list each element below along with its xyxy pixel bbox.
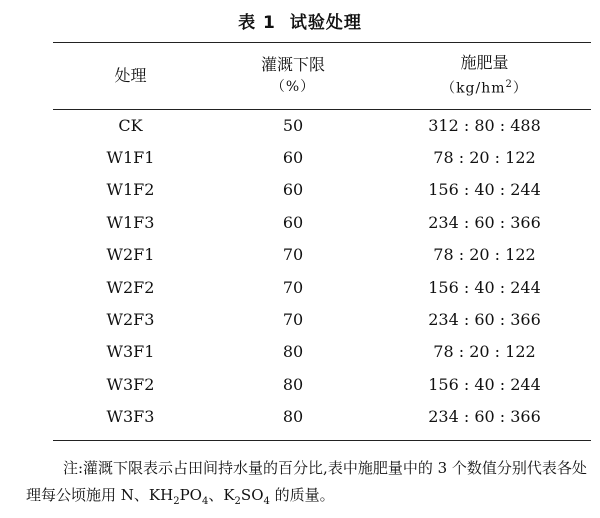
header-fertilizer-label: 施肥量 bbox=[460, 52, 509, 72]
table-row bbox=[53, 239, 591, 271]
cell-treatment: W1F1 bbox=[106, 148, 155, 168]
cell-irrigation: 60 bbox=[282, 148, 304, 168]
header-fertilizer-unit: $(kg/hm^2)$ bbox=[441, 78, 528, 97]
cell-treatment: CK bbox=[118, 115, 143, 135]
cell-irrigation: 60 bbox=[282, 180, 304, 200]
header-irrigation-unit: （%） bbox=[270, 78, 316, 95]
cell-fertilizer: 156 : 40 : 244 bbox=[428, 277, 541, 297]
cell-treatment: W2F1 bbox=[106, 245, 155, 265]
cell-irrigation: 70 bbox=[282, 245, 304, 265]
cell-fertilizer: 234 : 60 : 366 bbox=[428, 310, 541, 330]
cell-irrigation: 80 bbox=[282, 342, 304, 362]
cell-fertilizer: 234 : 60 : 366 bbox=[428, 407, 541, 427]
cell-treatment: W1F2 bbox=[106, 180, 155, 200]
table-row bbox=[53, 336, 591, 368]
cell-treatment: W3F2 bbox=[106, 374, 155, 394]
cell-fertilizer: 78 : 20 : 122 bbox=[433, 245, 536, 265]
cell-irrigation: 50 bbox=[282, 115, 304, 135]
cell-fertilizer: 312 : 80 : 488 bbox=[428, 115, 541, 135]
header-irrigation-label: 灌溉下限 bbox=[260, 54, 325, 74]
treatment-table bbox=[53, 42, 591, 433]
table-row bbox=[53, 109, 591, 141]
table-body bbox=[53, 109, 591, 433]
cell-treatment: W3F1 bbox=[106, 342, 155, 362]
cell-irrigation: 70 bbox=[282, 277, 304, 297]
cell-fertilizer: 234 : 60 : 366 bbox=[428, 212, 541, 232]
header-row bbox=[53, 42, 591, 109]
table-number: 表 1 bbox=[238, 13, 276, 33]
table-row bbox=[53, 174, 591, 206]
cell-fertilizer: 156 : 40 : 244 bbox=[428, 374, 541, 394]
cell-fertilizer: 78 : 20 : 122 bbox=[433, 342, 536, 362]
table-row bbox=[53, 206, 591, 238]
table-title: 试验处理 bbox=[289, 13, 362, 33]
table-row bbox=[53, 141, 591, 173]
cell-irrigation: 60 bbox=[282, 212, 304, 232]
cell-fertilizer: 156 : 40 : 244 bbox=[428, 180, 541, 200]
header-fertilizer bbox=[378, 42, 591, 109]
cell-fertilizer: 78 : 20 : 122 bbox=[433, 148, 536, 168]
bottom-rule bbox=[53, 440, 591, 441]
table-row bbox=[53, 368, 591, 400]
table-row bbox=[53, 401, 591, 433]
cell-treatment: W2F2 bbox=[106, 277, 155, 297]
cell-irrigation: 80 bbox=[282, 374, 304, 394]
header-irrigation bbox=[208, 42, 378, 109]
cell-treatment: W2F3 bbox=[106, 310, 155, 330]
table-caption bbox=[0, 8, 600, 33]
cell-treatment: W1F3 bbox=[106, 212, 155, 232]
cell-irrigation: 80 bbox=[282, 407, 304, 427]
table-footnote: 注:灌溉下限表示占田间持水量的百分比,表中施肥量中的 3 个数值分别代表各处理每公顷施用 N、$KH_2PO_4$、$K_2SO_4$ 的质量。 bbox=[26, 459, 587, 507]
cell-treatment: W3F3 bbox=[106, 407, 155, 427]
table-row bbox=[53, 271, 591, 303]
header-treatment: 处理 bbox=[114, 65, 147, 85]
table-row bbox=[53, 303, 591, 335]
cell-irrigation: 70 bbox=[282, 310, 304, 330]
